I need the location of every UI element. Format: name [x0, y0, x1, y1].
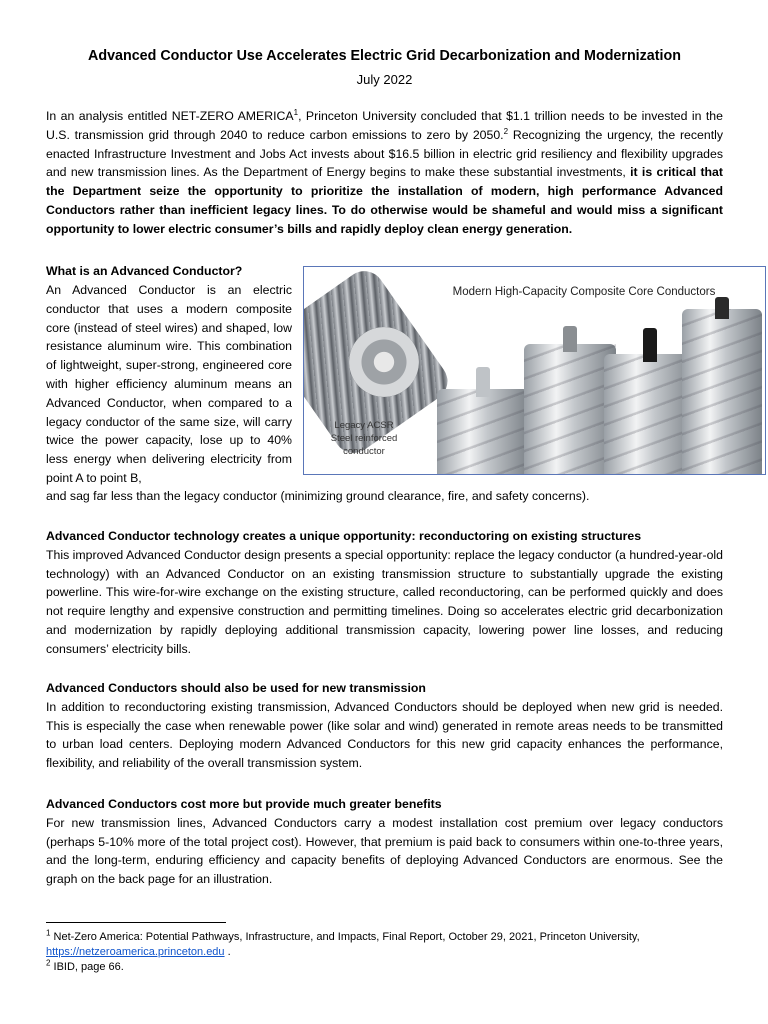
section-body-cost-benefits: For new transmission lines, Advanced Conductors carry a modest installation cost premium over legacy conductors (perhaps 5-10% more of the total project cost). However, that premium is paid back to consumers within one-to-three years, and the long-term, enduring efficiency and capacity benefits of deploying Advanced Conductors are enormous. See the graph on the back page for an illustration. [46, 815, 723, 887]
core-strands [563, 326, 577, 352]
figure-caption: Modern High-Capacity Composite Core Conductors [452, 286, 716, 298]
section-heading-new-transmission: Advanced Conductors should also be used for new transmission [46, 681, 426, 695]
legacy-conductor-cross-section [349, 327, 419, 397]
footnote-1-after: . [224, 946, 231, 958]
footnote-2-mark: 2 [46, 958, 51, 968]
intro-paragraph [46, 107, 723, 239]
composite-conductor-4-image [682, 309, 762, 475]
intro-text-2: , Princeton University concluded that $1.1 trillion needs to be invested in the U.S. transmission grid through 2040 to reduce carbon emissions to zero by 2050. [46, 109, 723, 142]
legacy-conductor-label: Legacy ACSR Steel reinforced conductor [330, 420, 398, 457]
footnote-1-link[interactable]: https://netzeroamerica.princeton.edu [46, 946, 225, 958]
footnote-1-mark: 1 [46, 928, 51, 938]
composite-conductor-2-image [524, 344, 616, 475]
section-body-what-is: An Advanced Conductor is an electric conductor that uses a modern composite core (instead of steel wires) and shaped, low resistance aluminum wire. This combination of lightweight, super-strong, engineered core with higher efficiency aluminum means an Advanced Conductor, when compared to a legacy conductor of the same size, will carry twice the power capacity, lose up to 40% less energy when delivering electricity from point A to point B, [46, 283, 292, 485]
section-body-new-transmission: In addition to reconductoring existing transmission, Advanced Conductors should be deployed when new grid is needed. This is especially the case when renewable power (like solar and wind) generated in remote areas needs to be transmitted to urban load centers. Deploying modern Advanced Conductors for this new grid capacity enhances the performance, flexibility, and reliability of the overall transmission system. [46, 699, 723, 771]
section-reconductoring [46, 527, 723, 659]
document-date: July 2022 [356, 72, 413, 87]
section-heading-cost-benefits: Advanced Conductors cost more but provide much greater benefits [46, 797, 442, 811]
footnote-ref-1[interactable]: 1 [293, 107, 299, 117]
carbon-core [715, 297, 729, 319]
document-title: Advanced Conductor Use Accelerates Electric Grid Decarbonization and Modernization [88, 48, 681, 64]
composite-conductor-1-image [437, 389, 529, 475]
footnote-ref-2[interactable]: 2 [503, 126, 509, 136]
footnote-1 [46, 930, 723, 960]
footnotes [46, 930, 723, 975]
section-new-transmission [46, 679, 723, 773]
footnote-2-text: IBID, page 66. [50, 961, 124, 973]
footnote-2 [46, 960, 723, 975]
section-body-what-is-tail: and sag far less than the legacy conductor (minimizing ground clearance, fire, and safety concerns). [46, 489, 590, 503]
section-cost-benefits [46, 795, 723, 889]
conductor-figure [303, 266, 766, 475]
section-body-reconductoring: This improved Advanced Conductor design presents a special opportunity: replace the legacy conductor (a hundred-year-old technology) with an Advanced Conductor on an existing transmission structure to substantially upgrade the existing powerline. This wire-for-wire exchange on the existing structure, called reconductoring, can be performed quickly and does not require lengthy and expensive construction and permitting timelines. Doing so accelerates electric grid decarbonization and modernization by rapidly deploying additional transmission capacity, lowering power line losses, and reducing consumers’ electricity bills. [46, 547, 723, 656]
carbon-core [643, 328, 657, 362]
section-heading-reconductoring: Advanced Conductor technology creates a unique opportunity: reconductoring on existing structures [46, 529, 642, 543]
core-strands [476, 367, 490, 397]
footnote-separator [46, 922, 226, 923]
section-heading-what-is: What is an Advanced Conductor? [46, 264, 243, 278]
footnote-1-text: Net-Zero America: Potential Pathways, Infrastructure, and Impacts, Final Report, October 29, 2021, Princeton University, [50, 931, 640, 943]
intro-bold-text: it is critical that the Department seize the opportunity to prioritize the installation of modern, high performance Advanced Conductors rather than inefficient legacy lines. To do otherwise would be shameful and would miss a significant opportunity to lower electric consumer’s bills and rapidly deploy clean energy generation. [46, 165, 723, 236]
intro-text-3: Recognizing the urgency, the recently enacted Infrastructure Investment and Jobs Act invests about $16.5 billion in electric grid resiliency and flexibility upgrades and new transmission lines. As the Department of Energy begins to make these substantial investments, [46, 127, 723, 180]
intro-text-1: In an analysis entitled NET-ZERO AMERICA [46, 109, 294, 123]
